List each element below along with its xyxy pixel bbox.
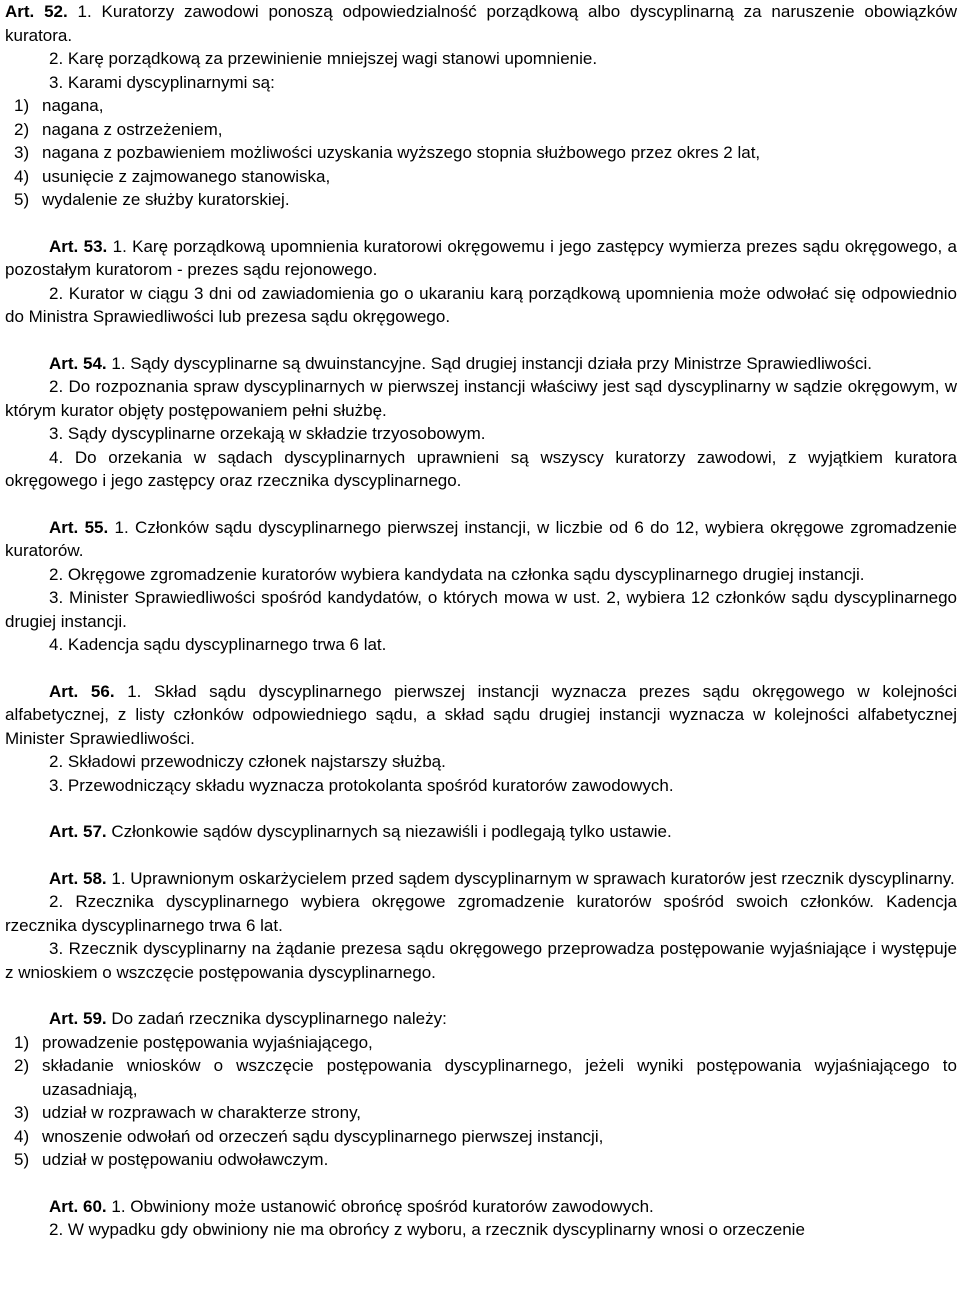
art-59-par-1: Art. 59. Do zadań rzecznika dyscyplinarnego należy:: [49, 1009, 447, 1028]
art-53-par-2: 2. Kurator w ciągu 3 dni od zawiadomienia go o ukaraniu karą porządkową upomnienia może odwołać się odpowiednio do Ministra Sprawiedliwości lub prezesa sądu okręgowego.: [5, 283, 957, 326]
list-item: 1) prowadzenie postępowania wyjaśniającego,: [14, 1032, 373, 1052]
art-55-par-3: 3. Minister Sprawiedliwości spośród kandydatów, o których mowa w ust. 2, wybiera 12 członków sądu dyscyplinarnego drugiej instancji.: [5, 588, 957, 631]
art-52-label: Art. 52.: [5, 2, 68, 21]
list-item: 1) nagana,: [14, 96, 104, 115]
art-55-par-4: 4. Kadencja sądu dyscyplinarnego trwa 6 lat.: [49, 635, 387, 654]
art-60-par-1: Art. 60. 1. Obwiniony może ustanowić obrońcę spośród kuratorów zawodowych.: [49, 1196, 654, 1216]
art-53-par-1: Art. 53. 1. Karę porządkową upomnienia kuratorowi okręgowemu i jego zastępcy wymierza prezes sądu okręgowego, a pozostałym kuratorom - prezes sądu rejonowego.: [5, 236, 957, 279]
list-item: 4) wnoszenie odwołań od orzeczeń sądu dyscyplinarnego pierwszej instancji,: [14, 1126, 604, 1146]
art-56-par-1: Art. 56. 1. Skład sądu dyscyplinarnego pierwszej instancji wyznacza prezes sądu okręgowego w kolejności alfabetycznej, z listy członków odpowiedniego sądu, a skład sądu drugiej instancji wyznacza w kolejności alfabetycznej Minister Sprawiedliwości.: [5, 681, 957, 748]
art-60-par-2: 2. W wypadku gdy obwiniony nie ma obrońcy z wyboru, a rzecznik dyscyplinarny wnosi o orzeczenie: [49, 1220, 805, 1239]
art-52-par-1: Art. 52. 1. Kuratorzy zawodowi ponoszą odpowiedzialność porządkową albo dyscyplinarną za naruszenie obowiązków kuratora.: [5, 2, 957, 45]
art-56-label: Art. 56.: [49, 681, 115, 701]
art-58-par-3: 3. Rzecznik dyscyplinarny na żądanie prezesa sądu okręgowego przeprowadza postępowanie wyjaśniające i występuje z wnioskiem o wszczęcie postępowania dyscyplinarnego.: [5, 939, 957, 982]
art-55-par-1: Art. 55. 1. Członków sądu dyscyplinarnego pierwszej instancji, w liczbie od 6 do 12, wybiera okręgowe zgromadzenie kuratorów.: [5, 517, 957, 560]
art-54-par-4: 4. Do orzekania w sądach dyscyplinarnych uprawnieni są wszyscy kuratorzy zawodowi, z wyjątkiem kuratora okręgowego i jego zastępcy oraz rzecznika dyscyplinarnego.: [5, 447, 957, 490]
list-item: 5) udział w postępowaniu odwoławczym.: [14, 1150, 329, 1169]
document-page: [5, 0, 957, 1242]
art-58-par-2: 2. Rzecznika dyscyplinarnego wybiera okręgowe zgromadzenie kuratorów spośród swoich członków. Kadencja rzecznika dyscyplinarnego trwa 6 lat.: [5, 892, 957, 935]
art-60-label: Art. 60.: [49, 1196, 107, 1216]
art-52-par-3: 3. Karami dyscyplinarnymi są:: [49, 72, 275, 92]
art-53-label: Art. 53.: [49, 236, 108, 256]
art-54-par-3: 3. Sądy dyscyplinarne orzekają w składzie trzyosobowym.: [49, 424, 486, 443]
art-57-label: Art. 57.: [49, 822, 107, 841]
art-55-label: Art. 55.: [49, 517, 109, 537]
art-54-par-1: Art. 54. 1. Sądy dyscyplinarne są dwuinstancyjne. Sąd drugiej instancji działa przy Ministrze Sprawiedliwości.: [49, 353, 872, 373]
list-item: 2) składanie wniosków o wszczęcie postępowania dyscyplinarnego, jeżeli wyniki postępowania wyjaśniającego to uzasadniają,: [14, 1056, 957, 1099]
art-56-par-2: 2. Składowi przewodniczy członek najstarszy służbą.: [49, 752, 446, 771]
art-57-par-1: Art. 57. Członkowie sądów dyscyplinarnych są niezawiśli i podlegają tylko ustawie.: [49, 822, 672, 841]
art-55-par-2: 2. Okręgowe zgromadzenie kuratorów wybiera kandydata na członka sądu dyscyplinarnego drugiej instancji.: [49, 564, 865, 584]
list-item: 4) usunięcie z zajmowanego stanowiska,: [14, 166, 331, 186]
art-54-label: Art. 54.: [49, 353, 107, 373]
list-item: 5) wydalenie ze służby kuratorskiej.: [14, 190, 290, 209]
art-59-label: Art. 59.: [49, 1009, 107, 1028]
list-item: 3) nagana z pozbawieniem możliwości uzyskania wyższego stopnia służbowego przez okres 2 lat,: [14, 143, 761, 162]
art-54-par-2: 2. Do rozpoznania spraw dyscyplinarnych w pierwszej instancji właściwy jest sąd dyscyplinarny w sądzie okręgowym, w którym kurator objęty postępowaniem pełni służbę.: [5, 377, 957, 420]
art-52-par-2: 2. Karę porządkową za przewinienie mniejszej wagi stanowi upomnienie.: [49, 49, 598, 68]
list-item: 2) nagana z ostrzeżeniem,: [14, 119, 223, 139]
art-56-par-3: 3. Przewodniczący składu wyznacza protokolanta spośród kuratorów zawodowych.: [49, 775, 674, 795]
list-item: 3) udział w rozprawach w charakterze strony,: [14, 1103, 362, 1122]
art-58-label: Art. 58.: [49, 868, 107, 888]
art-58-par-1: Art. 58. 1. Uprawnionym oskarżycielem przed sądem dyscyplinarnym w sprawach kuratorów jest rzecznik dyscyplinarny.: [49, 868, 955, 888]
